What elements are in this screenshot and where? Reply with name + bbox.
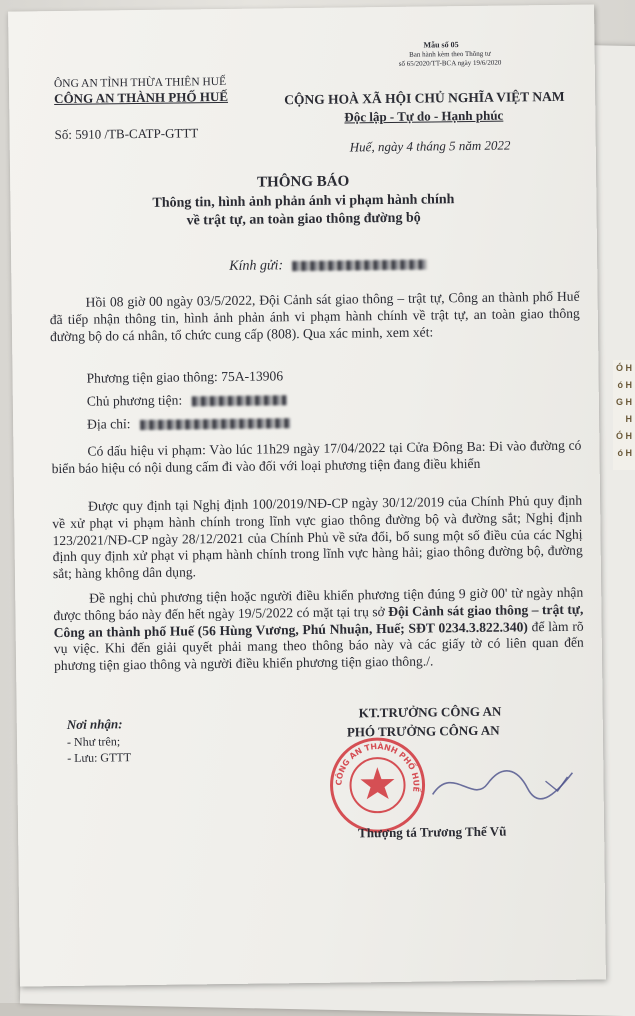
handwritten-signature (427, 753, 578, 815)
recipient-item: - Như trên; (66, 734, 121, 749)
doc-number-label: Số: (54, 126, 73, 143)
recipient-item: - Lưu: GTTT (67, 750, 132, 765)
vehicle-label: Phương tiện giao thông: (86, 369, 218, 386)
redacted-owner (192, 395, 287, 406)
motto: Độc lập - Tự do - Hạnh phúc (344, 107, 504, 125)
form-reference (399, 50, 502, 69)
recipients-label: Nơi nhận: (66, 716, 123, 732)
edge-text: H (625, 414, 632, 424)
edge-text: G H (615, 397, 632, 407)
underlying-page-edge (613, 360, 635, 470)
owner-row (87, 391, 287, 409)
issuer: CÔNG AN THÀNH PHỐ HUẾ (54, 88, 229, 107)
official-seal (327, 735, 428, 836)
redacted-addressee (293, 259, 428, 271)
signatory-title-1: KT.TRƯỞNG CÔNG AN (358, 703, 502, 721)
request-text: Đề nghị chủ phương tiện hoặc người điều khiển phương tiện đúng 9 giờ 00' từ ngày nhận được thông báo này đến hết ngày 19/5/2022 có mặt tại trụ sở (53, 584, 584, 623)
paragraph-intro: Hồi 08 giờ 00 ngày 03/5/2022, Đội Cảnh sát giao thông – trật tự, Công an thành phố Huế đã tiếp nhận thông tin, hình ảnh phản ánh vi phạm hành chính về trật tự, an toàn giao thông đường bộ do cá nhân, tổ chức cung cấp (808). Qua xác minh, xem xét: (49, 288, 580, 344)
paragraph-request (53, 585, 584, 675)
addressee-label: Kính gửi: (229, 258, 284, 274)
form-ref-line: Ban hành kèm theo Thông tư (409, 49, 491, 59)
paragraph-violation: Có dấu hiệu vi phạm: Vào lúc 11h29 ngày 17/04/2022 tại Cửa Đông Ba: Đi vào đường có biển báo hiệu có nội dung cấm đi vào đối với loại phương tiện đang điều khiển (51, 437, 582, 476)
document-subtitle-1: Thông tin, hình ảnh phản ánh vi phạm hành chính (152, 192, 455, 211)
vehicle-row (86, 368, 283, 386)
doc-number-value: 5910 /TB-CATP-GTTT (75, 125, 199, 142)
edge-text: Ó H (615, 363, 632, 373)
signatory-name: Thượng tá Trương Thế Vũ (358, 823, 507, 841)
document-subtitle-2: về trật tự, an toàn giao thông đường bộ (186, 210, 421, 229)
form-number: Mẫu số 05 (423, 40, 459, 50)
signatory-title-2: PHÓ TRƯỞNG CÔNG AN (346, 722, 500, 740)
request-office: Đội Cảnh sát giao thông – trật tự, Công an thành phố Huế (56 Hùng Vương, Phú Nhuận, Huế; SĐT 0234.3.822.340) (53, 601, 584, 640)
national-title: CỘNG HOÀ XÃ HỘI CHỦ NGHĨA VIỆT NAM (284, 88, 565, 108)
edge-text: ó H (617, 448, 632, 458)
address-row (87, 414, 290, 432)
form-ref-line: số 65/2020/TT-BCA ngày 19/6/2020 (398, 58, 502, 68)
vehicle-plate: 75A-13906 (221, 368, 284, 385)
owner-label: Chủ phương tiện: (86, 392, 183, 409)
document-title: THÔNG BÁO (257, 173, 350, 191)
document-number (54, 125, 198, 143)
paragraph-legal-basis: Được quy định tại Nghị định 100/2019/NĐ-CP ngày 30/12/2019 của Chính Phủ quy định về xử phạt vi phạm hành chính trong lĩnh vực giao thông đường bộ và đường sắt; Nghị định 123/2021/NĐ-CP ngày 28/12/2021 của Chính Phủ về sửa đổi, bổ sung một số điều của các Nghị định quy định xử phạt vi phạm hành chính trong lĩnh vực hàng hải; giao thông đường bộ, đường sắt; hàng không dân dụng. (52, 492, 583, 582)
place-date: Huế, ngày 4 tháng 5 năm 2022 (349, 137, 511, 155)
seal-text: CÔNG AN THÀNH PHỐ HUẾ (334, 742, 421, 793)
edge-text: ó H (617, 380, 632, 390)
redacted-address (140, 418, 290, 430)
address-label: Địa chỉ: (87, 416, 131, 432)
notice-document (8, 4, 606, 986)
edge-text: Ó H (615, 431, 632, 441)
issuer-parent: ÔNG AN TỈNH THỪA THIÊN HUẾ (53, 75, 227, 91)
request-text-end: để làm rõ vụ việc. Khi đến giải quyết phải mang theo thông báo này và các giấy tờ có liên quan đến phương tiện giao thông và người điều khiển phương tiện giao thông./. (53, 618, 584, 674)
addressee (229, 257, 428, 275)
